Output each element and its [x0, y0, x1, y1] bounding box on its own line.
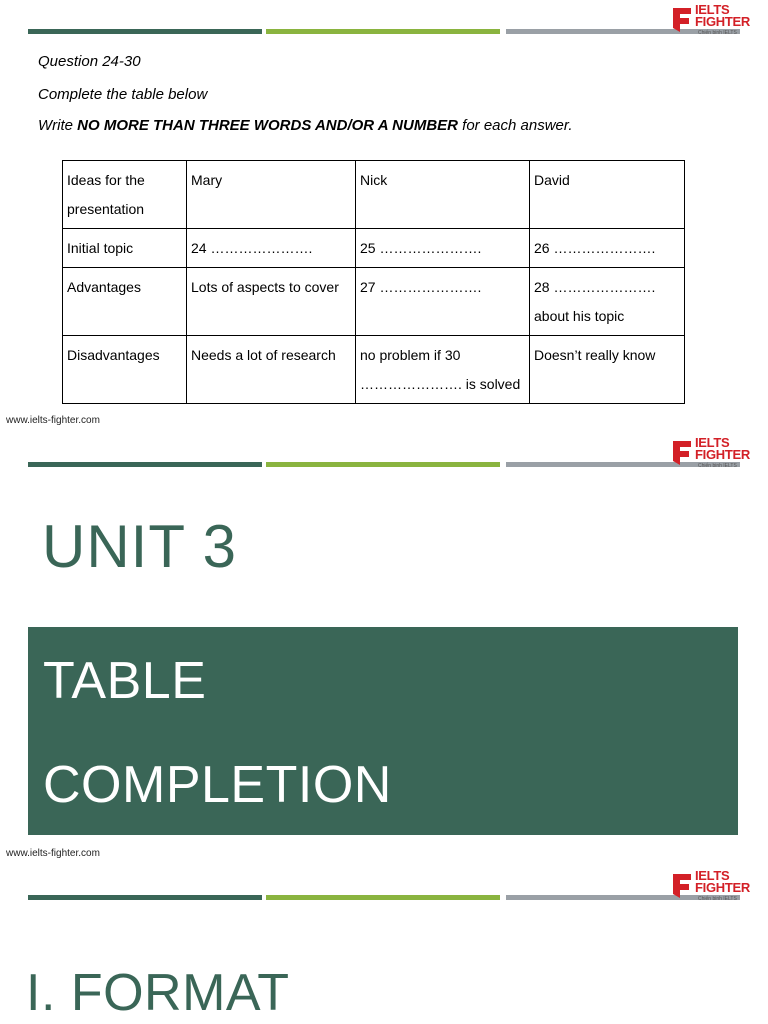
logo-mark-icon: [671, 439, 693, 467]
logo-name-line1: IELTS: [695, 2, 730, 17]
table-header-cell: David: [530, 161, 685, 229]
ielts-fighter-logo: [671, 870, 757, 906]
write-prefix: Write: [38, 117, 78, 134]
ielts-fighter-logo: [671, 437, 757, 473]
table-cell: Advantages: [63, 268, 187, 336]
banner-line-1: TABLE: [43, 652, 207, 710]
rule-green-segment: [266, 895, 500, 900]
table-cell: Doesn’t really know: [530, 336, 685, 404]
word-limit-bold: NO MORE THAN THREE WORDS AND/OR A NUMBER: [77, 117, 458, 134]
logo-name-line1: IELTS: [695, 868, 730, 883]
ielts-fighter-logo: [671, 4, 757, 40]
logo-name-line1: IELTS: [695, 435, 730, 450]
header-rule: [28, 462, 740, 467]
table-row: [63, 268, 685, 336]
logo-name-line2: FIGHTER: [695, 447, 750, 462]
banner-line-2: COMPLETION: [43, 756, 392, 814]
header-rule: [28, 29, 740, 34]
footer-url: www.ielts-fighter.com: [6, 848, 100, 859]
table-row: [63, 229, 685, 268]
rule-dark-segment: [28, 29, 262, 34]
table-cell: Disadvantages: [63, 336, 187, 404]
rule-green-segment: [266, 29, 500, 34]
rule-green-segment: [266, 462, 500, 467]
table-cell: no problem if 30 …………………. is solved: [356, 336, 530, 404]
rule-dark-segment: [28, 895, 262, 900]
logo-name-line2: FIGHTER: [695, 880, 750, 895]
table-header-cell: Mary: [187, 161, 356, 229]
table-cell: Initial topic: [63, 229, 187, 268]
unit-title: UNIT 3: [42, 513, 237, 580]
logo-name-line2: FIGHTER: [695, 14, 750, 29]
section-banner: [28, 627, 738, 835]
answer-table: [62, 160, 685, 404]
section-title: I. FORMAT: [26, 964, 290, 1022]
logo-mark-icon: [671, 6, 693, 34]
table-cell: 24 ………………….: [187, 229, 356, 268]
question-range: Question 24-30: [38, 53, 141, 70]
table-header-cell: Nick: [356, 161, 530, 229]
instruction-text: Complete the table below: [38, 86, 208, 103]
table-cell: 28 …………………. about his topic: [530, 268, 685, 336]
word-limit-instruction: [38, 117, 573, 134]
table-cell: 26 ………………….: [530, 229, 685, 268]
table-header-row: [63, 161, 685, 229]
header-rule: [28, 895, 740, 900]
write-suffix: for each answer.: [458, 117, 573, 134]
logo-mark-icon: [671, 872, 693, 900]
table-row: [63, 336, 685, 404]
table-header-cell: Ideas for the presentation: [63, 161, 187, 229]
logo-tagline: Chiến binh IELTS: [698, 463, 737, 469]
logo-tagline: Chiến binh IELTS: [698, 896, 737, 902]
footer-url: www.ielts-fighter.com: [6, 415, 100, 426]
table-cell: 25 ………………….: [356, 229, 530, 268]
logo-tagline: Chiến binh IELTS: [698, 30, 737, 36]
rule-dark-segment: [28, 462, 262, 467]
table-cell: Needs a lot of research: [187, 336, 356, 404]
table-cell: 27 ………………….: [356, 268, 530, 336]
table-cell: Lots of aspects to cover: [187, 268, 356, 336]
